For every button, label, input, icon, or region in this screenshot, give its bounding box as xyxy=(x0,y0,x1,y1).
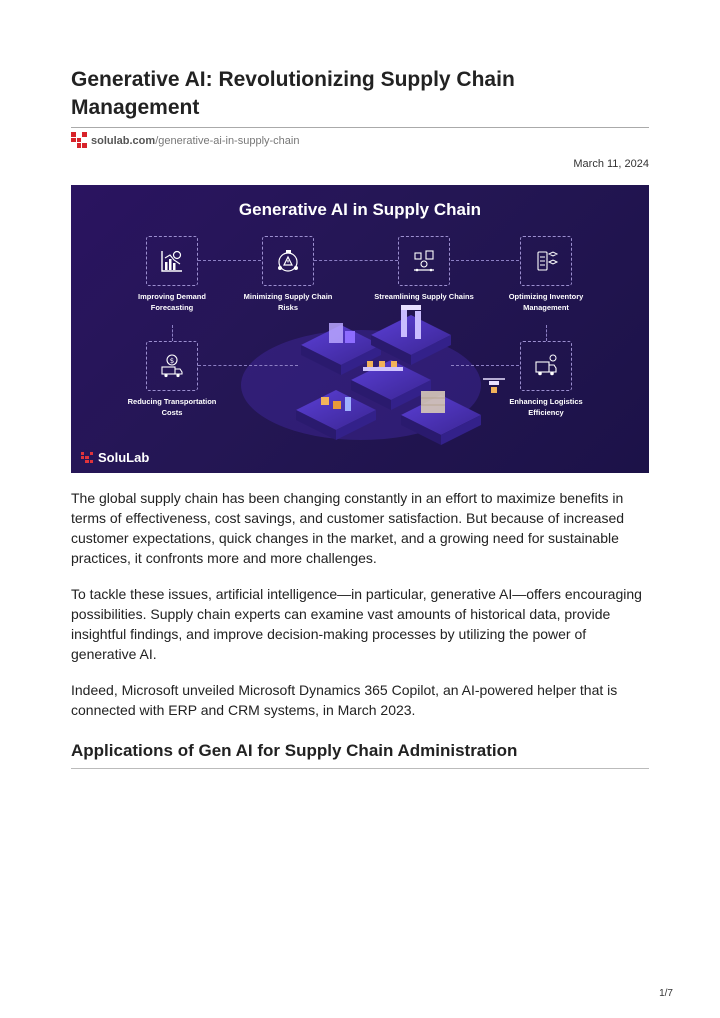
node-transport-costs xyxy=(146,341,198,391)
section-heading: Applications of Gen AI for Supply Chain Administration xyxy=(71,741,518,760)
node-label: Reducing Transportation Costs xyxy=(127,397,217,417)
node-label: Streamlining Supply Chains xyxy=(374,292,474,301)
delivery-truck-icon xyxy=(533,353,559,379)
hero-brand xyxy=(81,450,149,465)
node-logistics xyxy=(520,341,572,391)
connector xyxy=(314,260,398,261)
paragraph-intro: The global supply chain has been changing constantly in an effort to maximize benefits in terms of effectiveness, cost savings, and customer satisfaction. But because of increased customer expectations, quick changes in the market, and a growing need for sustainable practices, it confronts more and more challenges. xyxy=(71,490,625,566)
paragraph-ai: To tackle these issues, artificial intelligence—in particular, generative AI—offers encouraging possibilities. Supply chain experts can examine vast amounts of historical data, provide insightful findings, and improve decision-making processes by utilizing the power of generative AI. xyxy=(71,586,642,662)
section-divider xyxy=(71,768,649,769)
solulab-logo-icon xyxy=(81,452,93,464)
connector xyxy=(198,365,298,366)
publish-date: March 11, 2024 xyxy=(573,158,649,170)
conveyor-icon xyxy=(411,248,437,274)
connector xyxy=(451,365,519,366)
source-path: /generative-ai-in-supply-chain xyxy=(155,135,300,147)
connector xyxy=(546,325,547,341)
page-number: 1/7 xyxy=(659,988,673,999)
solulab-logo-icon xyxy=(71,132,87,148)
source-line xyxy=(71,131,299,149)
paragraph-microsoft: Indeed, Microsoft unveiled Microsoft Dynamics 365 Copilot, an AI-powered helper that is connected with ERP and CRM systems, in March 2023. xyxy=(71,682,618,718)
node-label: Minimizing Supply Chain Risks xyxy=(243,292,333,312)
isometric-illustration xyxy=(71,185,649,473)
hero-title: Generative AI in Supply Chain xyxy=(238,200,482,219)
node-streamlining xyxy=(398,236,450,286)
node-demand-forecasting xyxy=(146,236,198,286)
connector xyxy=(198,260,261,261)
source-link[interactable] xyxy=(91,131,299,149)
risk-icon xyxy=(275,248,301,274)
title-divider xyxy=(71,127,649,128)
hero-brand-name: SoluLab xyxy=(98,450,150,465)
connector xyxy=(172,325,173,341)
node-supply-chain-risks xyxy=(262,236,314,286)
article-title: Generative AI: Revolutionizing Supply Chain Management xyxy=(71,68,515,119)
node-label: Improving Demand Forecasting xyxy=(138,292,206,312)
hero-infographic xyxy=(71,185,649,473)
inventory-icon xyxy=(533,248,559,274)
truck-cost-icon xyxy=(159,353,185,379)
source-domain: solulab.com xyxy=(91,135,156,147)
node-label: Enhancing Logistics Efficiency xyxy=(509,397,583,417)
chart-icon xyxy=(159,248,185,274)
node-label: Optimizing Inventory Management xyxy=(508,292,584,312)
node-inventory xyxy=(520,236,572,286)
drone-icon xyxy=(483,379,505,393)
svg-text:$: $ xyxy=(169,357,175,365)
connector xyxy=(451,260,519,261)
